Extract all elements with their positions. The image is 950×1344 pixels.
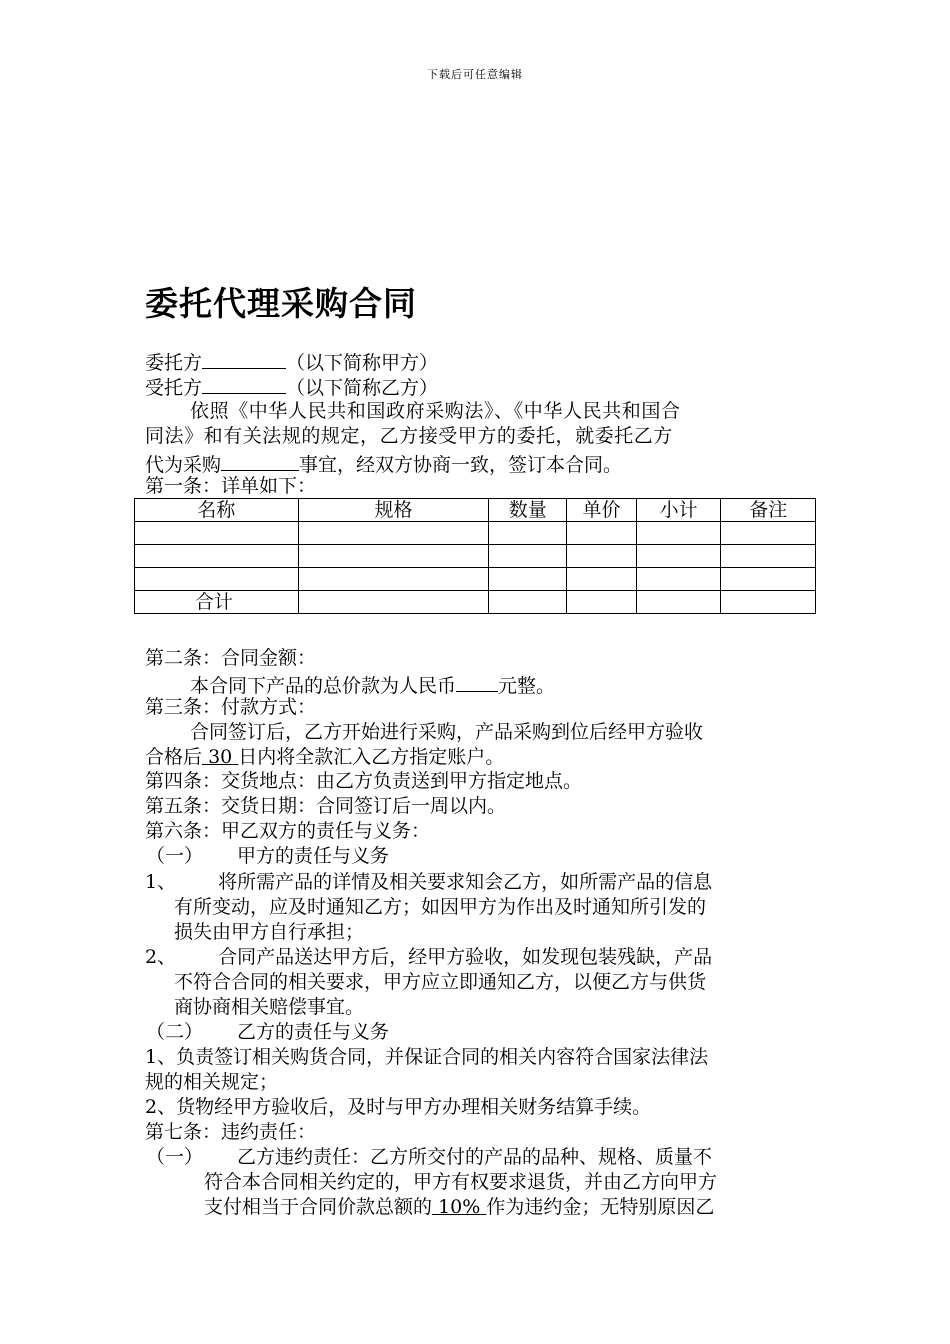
preamble-line-2: 同法》和有关法规的规定，乙方接受甲方的委托，就委托乙方 [145, 425, 673, 447]
article-6-item-1-line-2: 有所变动，应及时通知乙方；如因甲方为作出及时通知所引发的 [174, 896, 707, 918]
col-header-remarks: 备注 [721, 499, 816, 522]
item-number: 2、 [145, 946, 177, 968]
table-cell [135, 522, 299, 545]
purchase-item-blank [221, 450, 299, 471]
payment-days-value: 30 [208, 746, 233, 768]
article-3-line-2b: 日内将全款汇入乙方指定账户。 [238, 746, 505, 768]
table-header-row [135, 499, 816, 522]
article-6-item-3-line-2: 规的相关规定； [145, 1071, 279, 1093]
table-total-row [135, 591, 816, 614]
party-b-blank [202, 373, 286, 394]
payment-days [202, 746, 238, 768]
col-header-spec: 规格 [298, 499, 489, 522]
table-cell [636, 522, 721, 545]
article-7-sub-1-line-3 [204, 1195, 714, 1219]
table-cell [489, 522, 567, 545]
article-3-heading: 第三条：付款方式： [145, 696, 317, 718]
item-text: 将所需产品的详情及相关要求知会乙方，如所需产品的信息 [218, 871, 713, 893]
article-3-line-2 [145, 745, 504, 769]
preamble-line-1: 依照《中华人民共和国政府采购法》、《中华人民共和国合 [190, 400, 681, 422]
table-cell [298, 591, 489, 614]
document-title: 委托代理采购合同 [145, 284, 417, 323]
table-cell [721, 591, 816, 614]
sub-heading: 乙方的责任与义务 [237, 1021, 390, 1043]
article-2-heading: 第二条：合同金额： [145, 647, 317, 669]
article-7-sub-1-line-2: 符合本合同相关约定的，甲方有权要求退货，并由乙方向甲方 [204, 1171, 718, 1193]
col-header-name: 名称 [135, 499, 299, 522]
article-7-line-3a: 支付相当于合同价款总额的 [204, 1196, 433, 1218]
col-header-unit-price: 单价 [567, 499, 637, 522]
col-header-subtotal: 小计 [636, 499, 721, 522]
article-7-sub-1-line-1 [146, 1145, 712, 1169]
table-cell [636, 591, 721, 614]
total-label: 合计 [135, 591, 299, 614]
article-4: 第四条：交货地点：由乙方负责送到甲方指定地点。 [145, 770, 583, 792]
table-cell [135, 545, 299, 568]
article-6-item-2-line-3: 商协商相关赔偿事宜。 [174, 996, 365, 1018]
table-cell [567, 568, 637, 591]
article-6-item-3-line-1: 1、负责签订相关购货合同，并保证合同的相关内容符合国家法律法 [145, 1046, 709, 1068]
article-2-text [190, 671, 555, 698]
table-row [135, 545, 816, 568]
sub-number: （一） [146, 845, 204, 867]
article-6-heading: 第六条：甲乙双方的责任与义务： [145, 820, 431, 842]
table-cell [298, 545, 489, 568]
table-cell [721, 522, 816, 545]
preamble-line-3b: 事宜，经双方协商一致，签订本合同。 [299, 454, 623, 476]
article-3-line-2a: 合格后 [145, 746, 203, 768]
party-b-label: 受托方 [145, 377, 203, 399]
table-cell [298, 522, 489, 545]
table-cell [721, 545, 816, 568]
article-7-heading: 第七条：违约责任： [145, 1121, 317, 1143]
article-6-sub-1 [146, 844, 389, 868]
item-number: 1、 [145, 871, 177, 893]
preamble-line-3a: 代为采购 [145, 454, 222, 476]
article-6-item-4: 2、货物经甲方验收后，及时与甲方办理相关财务结算手续。 [145, 1096, 652, 1118]
table-cell [567, 545, 637, 568]
sub-number: （一） [146, 1146, 204, 1168]
article-5: 第五条：交货日期：合同签订后一周以内。 [145, 795, 507, 817]
table-cell [567, 591, 637, 614]
item-text: 合同产品送达甲方后，经甲方验收，如发现包装残缺，产品 [218, 946, 713, 968]
table-cell [636, 568, 721, 591]
penalty-percent-value: 10% [438, 1196, 481, 1218]
article-6-item-2-line-2: 不符合合同的相关要求，甲方应立即通知乙方，以便乙方与供货 [174, 971, 707, 993]
col-header-quantity: 数量 [489, 499, 567, 522]
article-2-text-b: 元整。 [498, 675, 556, 697]
article-7-line-3b: 作为违约金；无特别原因乙 [486, 1196, 715, 1218]
amount-blank [456, 671, 498, 692]
article-6-item-1-line-3: 损失由甲方自行承担； [174, 921, 365, 943]
header-note: 下载后可任意编辑 [427, 68, 523, 81]
table-cell [489, 568, 567, 591]
party-a-line [145, 348, 438, 375]
table-cell [489, 591, 567, 614]
article-3-line-1: 合同签订后，乙方开始进行采购，产品采购到位后经甲方验收 [190, 721, 704, 743]
table-row [135, 522, 816, 545]
party-a-label: 委托方 [145, 352, 203, 374]
table-cell [489, 545, 567, 568]
party-b-line [145, 373, 438, 400]
party-a-suffix: （以下简称甲方） [286, 352, 439, 374]
article-2-text-a: 本合同下产品的总价款为人民币 [190, 675, 457, 697]
table-cell [567, 522, 637, 545]
sub-number: （二） [146, 1021, 204, 1043]
article-6-item-2-line-1 [145, 945, 712, 969]
sub-heading: 甲方的责任与义务 [237, 845, 390, 867]
article-6-sub-2 [146, 1020, 389, 1044]
table-row [135, 568, 816, 591]
penalty-percent [432, 1196, 486, 1218]
article-1-heading: 第一条：详单如下： [145, 475, 317, 497]
table-cell [298, 568, 489, 591]
table-cell [721, 568, 816, 591]
sub-text: 乙方违约责任：乙方所交付的产品的品种、规格、质量不 [237, 1146, 713, 1168]
party-a-blank [202, 348, 286, 369]
party-b-suffix: （以下简称乙方） [286, 377, 439, 399]
preamble-line-3 [145, 450, 622, 477]
table-cell [135, 568, 299, 591]
table-cell [636, 545, 721, 568]
detail-table [134, 498, 816, 614]
article-6-item-1-line-1 [145, 870, 712, 894]
